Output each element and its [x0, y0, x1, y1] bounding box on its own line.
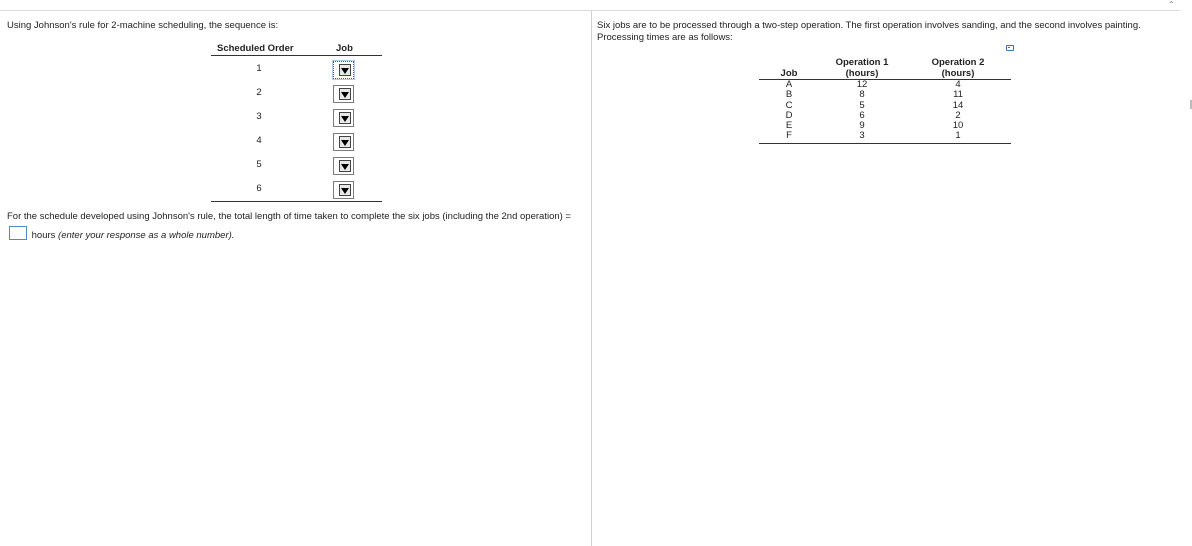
job-cell: F: [759, 131, 819, 143]
op2-cell: 14: [952, 99, 964, 111]
job-select-4[interactable]: [333, 133, 354, 151]
total-hours-input[interactable]: [9, 226, 27, 240]
op2-cell: 4: [955, 79, 961, 90]
sequence-table-header: [211, 43, 382, 56]
top-divider: [0, 10, 1180, 11]
table-row: [759, 111, 1011, 121]
job-cell: C: [785, 99, 793, 111]
sequence-row: [211, 176, 382, 200]
answer-hint: (enter your response as a whole number).: [58, 229, 235, 241]
job-select-1[interactable]: [333, 61, 354, 79]
problem-statement: Six jobs are to be processed through a two-step operation. The first operation involves sanding, and the second involves painting. Processing times are as follows:: [597, 20, 1141, 43]
job-cell: E: [785, 120, 793, 132]
sequence-prompt: Using Johnson's rule for 2-machine scheduling, the sequence is:: [7, 20, 279, 31]
table-row: [759, 131, 1011, 143]
job-cell: B: [785, 89, 793, 101]
op2-cell: 2: [955, 109, 961, 121]
op1-cell: 12: [856, 79, 868, 90]
table-row: [759, 101, 1011, 111]
sequence-row: [211, 80, 382, 104]
job-cell: D: [785, 109, 793, 121]
operation2-label: Operation 2: [931, 57, 985, 68]
operation1-column-header: [819, 58, 905, 80]
scheduled-order-number: 6: [256, 183, 262, 194]
op1-cell: 3: [819, 131, 905, 143]
op2-cell: 1: [905, 131, 1011, 143]
job-cell: A: [785, 79, 793, 90]
op2-cell: 10: [952, 120, 964, 132]
job-select-6[interactable]: [333, 181, 354, 199]
scheduled-order-number: 2: [256, 87, 262, 98]
job-header: Job: [336, 43, 353, 54]
dropdown-arrow-icon[interactable]: [339, 112, 351, 124]
scheduled-order-number: 5: [256, 159, 262, 170]
table-row: [759, 90, 1011, 100]
op1-cell: 5: [859, 99, 865, 111]
dropdown-arrow-icon[interactable]: [339, 160, 351, 172]
operation2-column-header: [905, 58, 1011, 80]
total-time-question: [7, 209, 587, 244]
dropdown-arrow-icon[interactable]: [339, 88, 351, 100]
panel-divider[interactable]: [591, 11, 592, 546]
sequence-table: [211, 43, 382, 202]
dropdown-arrow-icon[interactable]: [339, 64, 351, 76]
table-row: [759, 80, 1011, 91]
op2-cell: 11: [953, 89, 963, 101]
question-text: For the schedule developed using Johnson's rule, the total length of time taken to complete the six jobs (including the 2nd operation) =: [7, 211, 571, 222]
processing-times-table: [759, 58, 1011, 144]
operation2-unit: (hours): [941, 67, 975, 79]
job-column-header: [759, 58, 819, 80]
scheduled-order-number: 4: [256, 135, 262, 146]
unit-label: hours: [31, 229, 56, 241]
op1-cell: 9: [859, 120, 865, 132]
dropdown-arrow-icon[interactable]: [339, 184, 351, 196]
job-select-2[interactable]: [333, 85, 354, 103]
job-select-5[interactable]: [333, 157, 354, 175]
sequence-table-bottom-rule: [211, 201, 382, 202]
sequence-row: [211, 128, 382, 152]
dropdown-arrow-icon[interactable]: [339, 136, 351, 148]
expand-icon[interactable]: [1006, 45, 1014, 51]
job-column-label: Job: [780, 67, 798, 79]
table-row: [759, 121, 1011, 131]
table-header-row: [759, 58, 1011, 80]
scheduled-order-number: 3: [256, 111, 262, 122]
corner-handle-icon: ⌃: [1168, 0, 1175, 9]
scheduled-order-header: Scheduled Order: [217, 43, 294, 54]
operation1-label: Operation 1: [835, 57, 889, 68]
scheduled-order-number: 1: [256, 63, 262, 74]
job-select-3[interactable]: [333, 109, 354, 127]
op1-cell: 8: [859, 89, 865, 101]
op1-cell: 6: [859, 109, 865, 121]
sequence-row: [211, 152, 382, 176]
operation1-unit: (hours): [845, 67, 879, 79]
sequence-row: [211, 56, 382, 80]
sequence-row: [211, 104, 382, 128]
